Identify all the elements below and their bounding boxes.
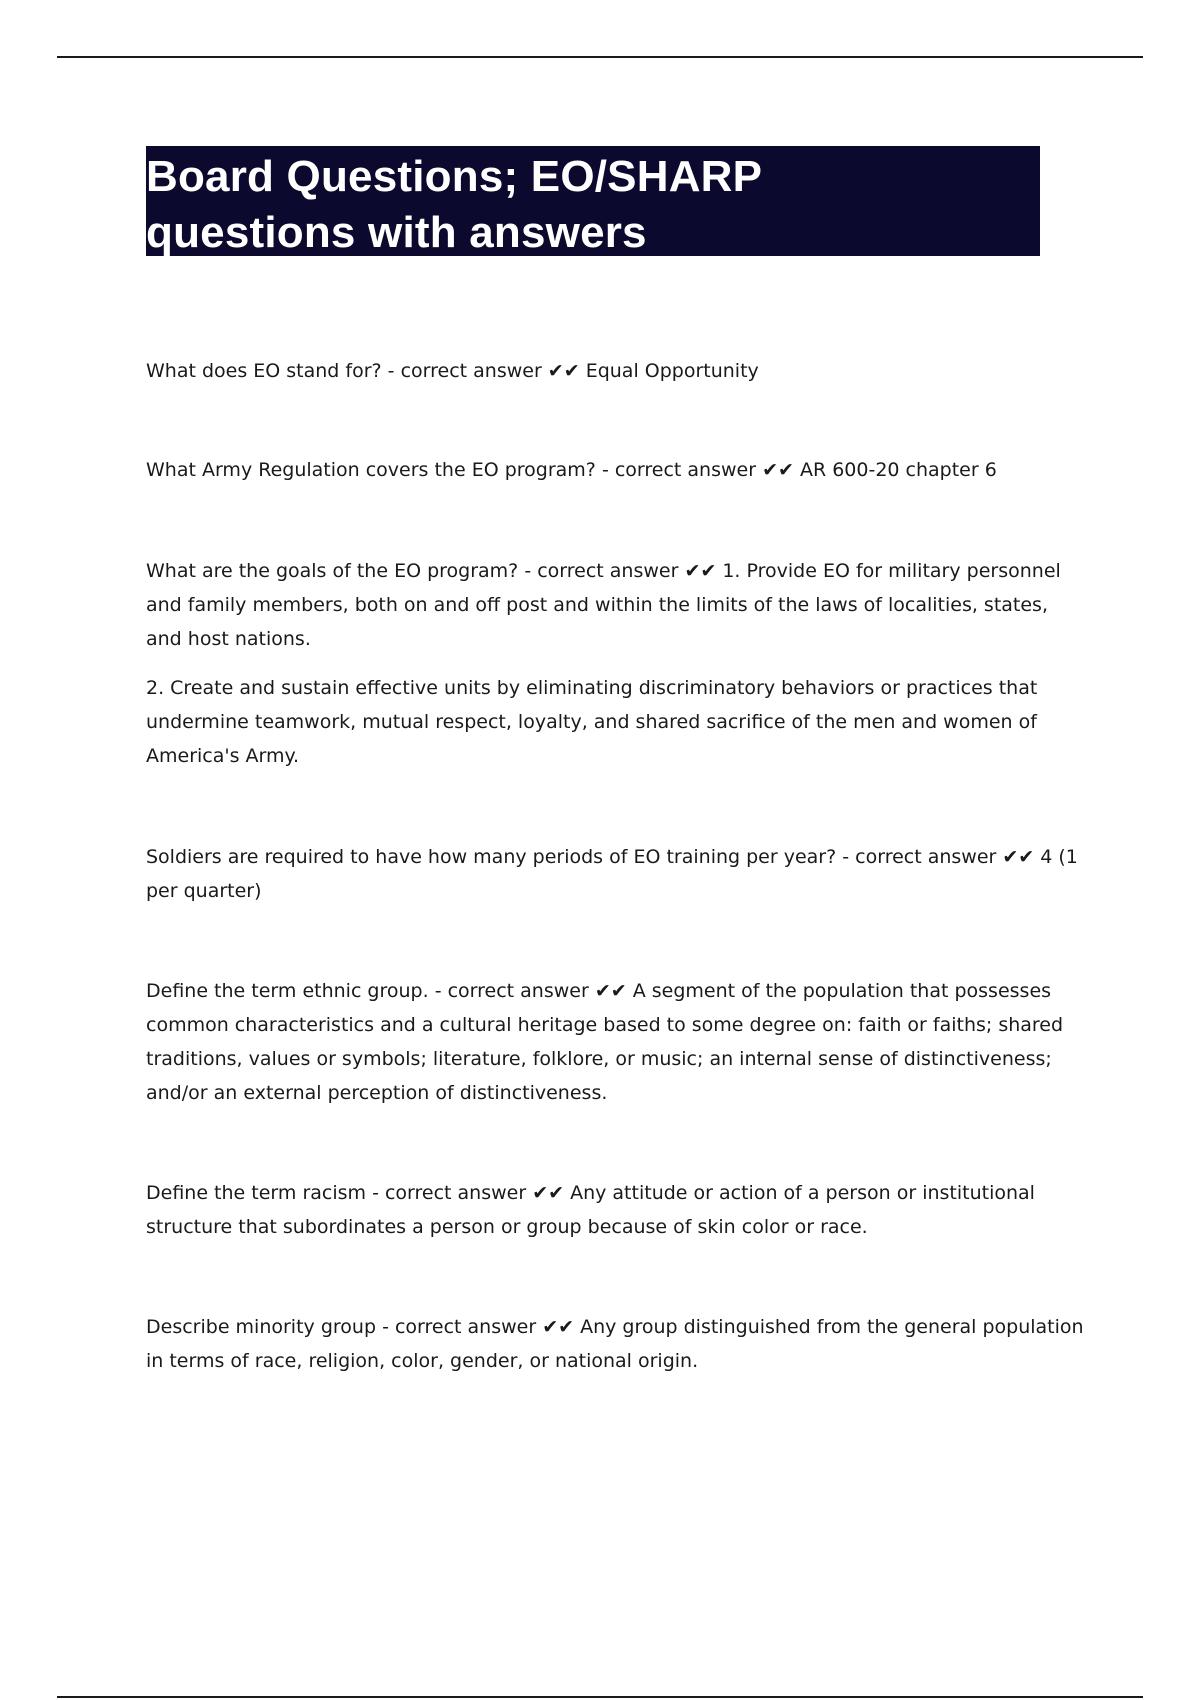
question-text: Define the term racism bbox=[146, 1182, 367, 1204]
question-text: Define the term ethnic group. bbox=[146, 980, 429, 1002]
title-line-1: Board Questions; EO/SHARP bbox=[146, 152, 763, 201]
answer-marker: - correct answer ✔✔ bbox=[382, 1316, 575, 1338]
qa-item-3-continued bbox=[146, 671, 1086, 773]
question-text: Soldiers are required to have how many periods of EO training per year? bbox=[146, 846, 837, 868]
document-title bbox=[146, 149, 1040, 261]
question-text: Describe minority group bbox=[146, 1316, 377, 1338]
title-line-2: questions with answers bbox=[146, 208, 647, 257]
header-rule bbox=[57, 56, 1143, 58]
question-text: What Army Regulation covers the EO program? bbox=[146, 459, 596, 481]
qa-item-1 bbox=[146, 354, 1086, 388]
answer-text: Equal Opportunity bbox=[585, 360, 759, 382]
answer-text: A segment of the population that possesses common characteristics and a cultural heritage based to some degree on: faith or faiths; shared traditions, values or symbols; literature, folklore, or music; an internal sense of distinctiveness; and/or an external perception of distinctiveness. bbox=[146, 980, 1064, 1104]
question-text: What are the goals of the EO program? bbox=[146, 560, 519, 582]
answer-marker: - correct answer ✔✔ bbox=[524, 560, 717, 582]
qa-item-7 bbox=[146, 1310, 1086, 1378]
answer-marker: - correct answer ✔✔ bbox=[387, 360, 580, 382]
qa-item-2 bbox=[146, 453, 1086, 487]
answer-text: Any group distinguished from the general population in terms of race, religion, color, gender, or national origin. bbox=[146, 1316, 1084, 1372]
answer-marker: - correct answer ✔✔ bbox=[372, 1182, 565, 1204]
answer-text: 4 (1 per quarter) bbox=[146, 846, 1078, 902]
answer-text: Any attitude or action of a person or institutional structure that subordinates a person or group because of skin color or race. bbox=[146, 1182, 1035, 1238]
qa-item-6 bbox=[146, 1176, 1086, 1244]
answer-marker: - correct answer ✔✔ bbox=[434, 980, 627, 1002]
qa-item-5 bbox=[146, 974, 1086, 1110]
footer-rule bbox=[57, 1696, 1143, 1698]
answer-marker: - correct answer ✔✔ bbox=[601, 459, 794, 481]
answer-marker: - correct answer ✔✔ bbox=[842, 846, 1035, 868]
question-text: What does EO stand for? bbox=[146, 360, 382, 382]
answer-text-continued: 2. Create and sustain effective units by eliminating discriminatory behaviors or practices that undermine teamwork, mutual respect, loyalty, and shared sacrifice of the men and women of America's Army. bbox=[146, 677, 1038, 767]
answer-text: AR 600-20 chapter 6 bbox=[799, 459, 997, 481]
document-title-banner bbox=[146, 146, 1040, 256]
answer-text: 1. Provide EO for military personnel and family members, both on and off post and within the limits of the laws of localities, states, and host nations. bbox=[146, 560, 1061, 650]
qa-item-4 bbox=[146, 840, 1086, 908]
qa-item-3 bbox=[146, 554, 1086, 656]
